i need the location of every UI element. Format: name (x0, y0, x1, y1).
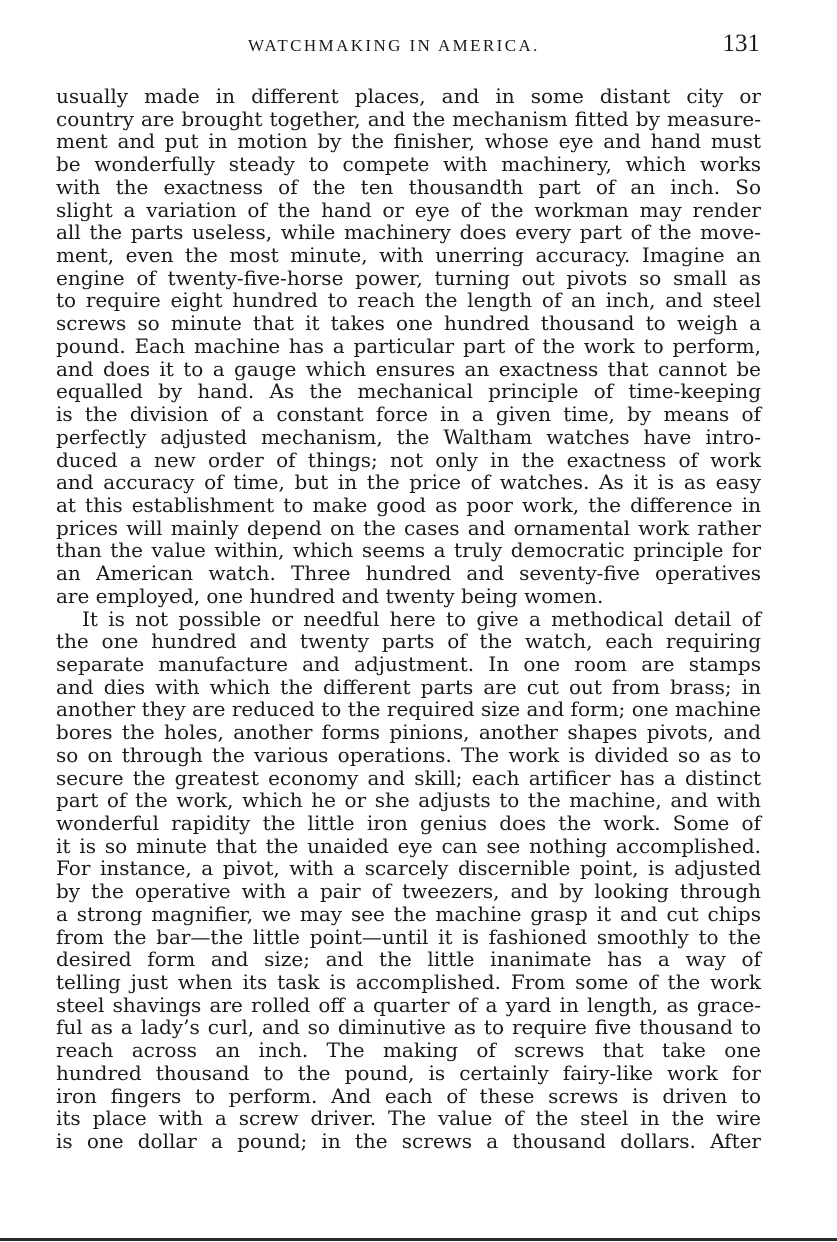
text-line: screws so minute that it takes one hundred thousand to weigh a (56, 311, 761, 336)
running-head (58, 30, 764, 64)
text-line: an American watch. Three hundred and seventy-five operatives (56, 561, 761, 586)
text-line: iron fingers to perform. And each of these screws is driven to (56, 1083, 761, 1108)
text-line: to require eight hundred to reach the length of an inch, and steel (56, 288, 761, 313)
text-line: from the bar—the little point—until it is fashioned smoothly to the (56, 924, 761, 949)
page-bottom-edge (0, 1238, 837, 1241)
text-line: duced a new order of things; not only in the exactness of work (56, 447, 761, 472)
text-line: ment and put in motion by the finisher, whose eye and hand must (56, 129, 761, 154)
text-line: For instance, a pivot, with a scarcely discernible point, is adjusted (56, 856, 761, 881)
text-line: all the parts useless, while machinery does every part of the move- (56, 220, 761, 245)
text-line: are employed, one hundred and twenty being women. (56, 583, 604, 608)
text-line: desired form and size; and the little inanimate has a way of (56, 947, 761, 972)
text-line: steel shavings are rolled off a quarter of a yard in length, as grace- (56, 992, 761, 1017)
running-title: WATCHMAKING IN AMERICA. (248, 36, 540, 55)
text-line: and accuracy of time, but in the price of watches. As it is as easy (56, 470, 761, 495)
text-line: ful as a lady’s curl, and so diminutive as to require five thousand to (56, 1015, 761, 1040)
text-line: secure the greatest economy and skill; each artificer has a distinct (56, 765, 761, 790)
paragraph (56, 608, 761, 1153)
text-line: is one dollar a pound; in the screws a thousand dollars. After (56, 1129, 761, 1154)
text-line: engine of twenty-five-horse power, turning out pivots so small as (56, 265, 761, 290)
text-line: and dies with which the different parts are cut out from brass; in (56, 674, 761, 699)
text-line: so on through the various operations. The work is divided so as to (56, 742, 761, 767)
text-line: is the division of a constant force in a given time, by means of (56, 402, 761, 427)
text-line: be wonderfully steady to compete with machinery, which works (56, 152, 761, 177)
text-line: ment, even the most minute, with unerring accuracy. Imagine an (56, 243, 761, 268)
text-line: and does it to a gauge which ensures an exactness that cannot be (56, 356, 761, 381)
text-line: hundred thousand to the pound, is certainly fairy-like work for (56, 1060, 761, 1085)
text-line: its place with a screw driver. The value of the steel in the wire (56, 1106, 761, 1131)
text-line: perfectly adjusted mechanism, the Waltham watches have intro- (56, 424, 761, 449)
text-line: another they are reduced to the required size and form; one machine (56, 697, 761, 722)
text-line: country are brought together, and the mechanism fitted by measure- (56, 106, 761, 131)
text-line: usually made in different places, and in some distant city or (56, 84, 761, 108)
text-line: separate manufacture and adjustment. In one room are stamps (56, 651, 761, 676)
paragraph (56, 85, 761, 608)
body-text (56, 85, 761, 1153)
text-line: It is not possible or needful here to give a methodical detail of (82, 606, 761, 631)
text-line: than the value within, which seems a truly democratic principle for (56, 538, 761, 563)
text-line: telling just when its task is accomplished. From some of the work (56, 970, 761, 995)
text-line: a strong magnifier, we may see the machine grasp it and cut chips (56, 901, 761, 926)
text-line: at this establishment to make good as poor work, the difference in (56, 492, 761, 517)
text-line: it is so minute that the unaided eye can see nothing accomplished. (56, 833, 761, 858)
text-line: part of the work, which he or she adjusts to the machine, and with (56, 788, 761, 813)
text-line: equalled by hand. As the mechanical principle of time-keeping (56, 379, 761, 404)
text-line: with the exactness of the ten thousandth part of an inch. So (56, 174, 761, 199)
text-line: prices will mainly depend on the cases and ornamental work rather (56, 515, 761, 540)
text-line: by the operative with a pair of tweezers, and by looking through (56, 879, 761, 904)
text-line: slight a variation of the hand or eye of the workman may render (56, 197, 761, 222)
page-number: 131 (722, 30, 760, 57)
text-line: wonderful rapidity the little iron genius does the work. Some of (56, 811, 761, 835)
text-line: pound. Each machine has a particular part of the work to perform, (56, 333, 761, 358)
text-line: bores the holes, another forms pinions, another shapes pivots, and (56, 720, 761, 745)
text-line: the one hundred and twenty parts of the watch, each requiring (56, 629, 761, 654)
text-line: reach across an inch. The making of screws that take one (56, 1038, 761, 1063)
